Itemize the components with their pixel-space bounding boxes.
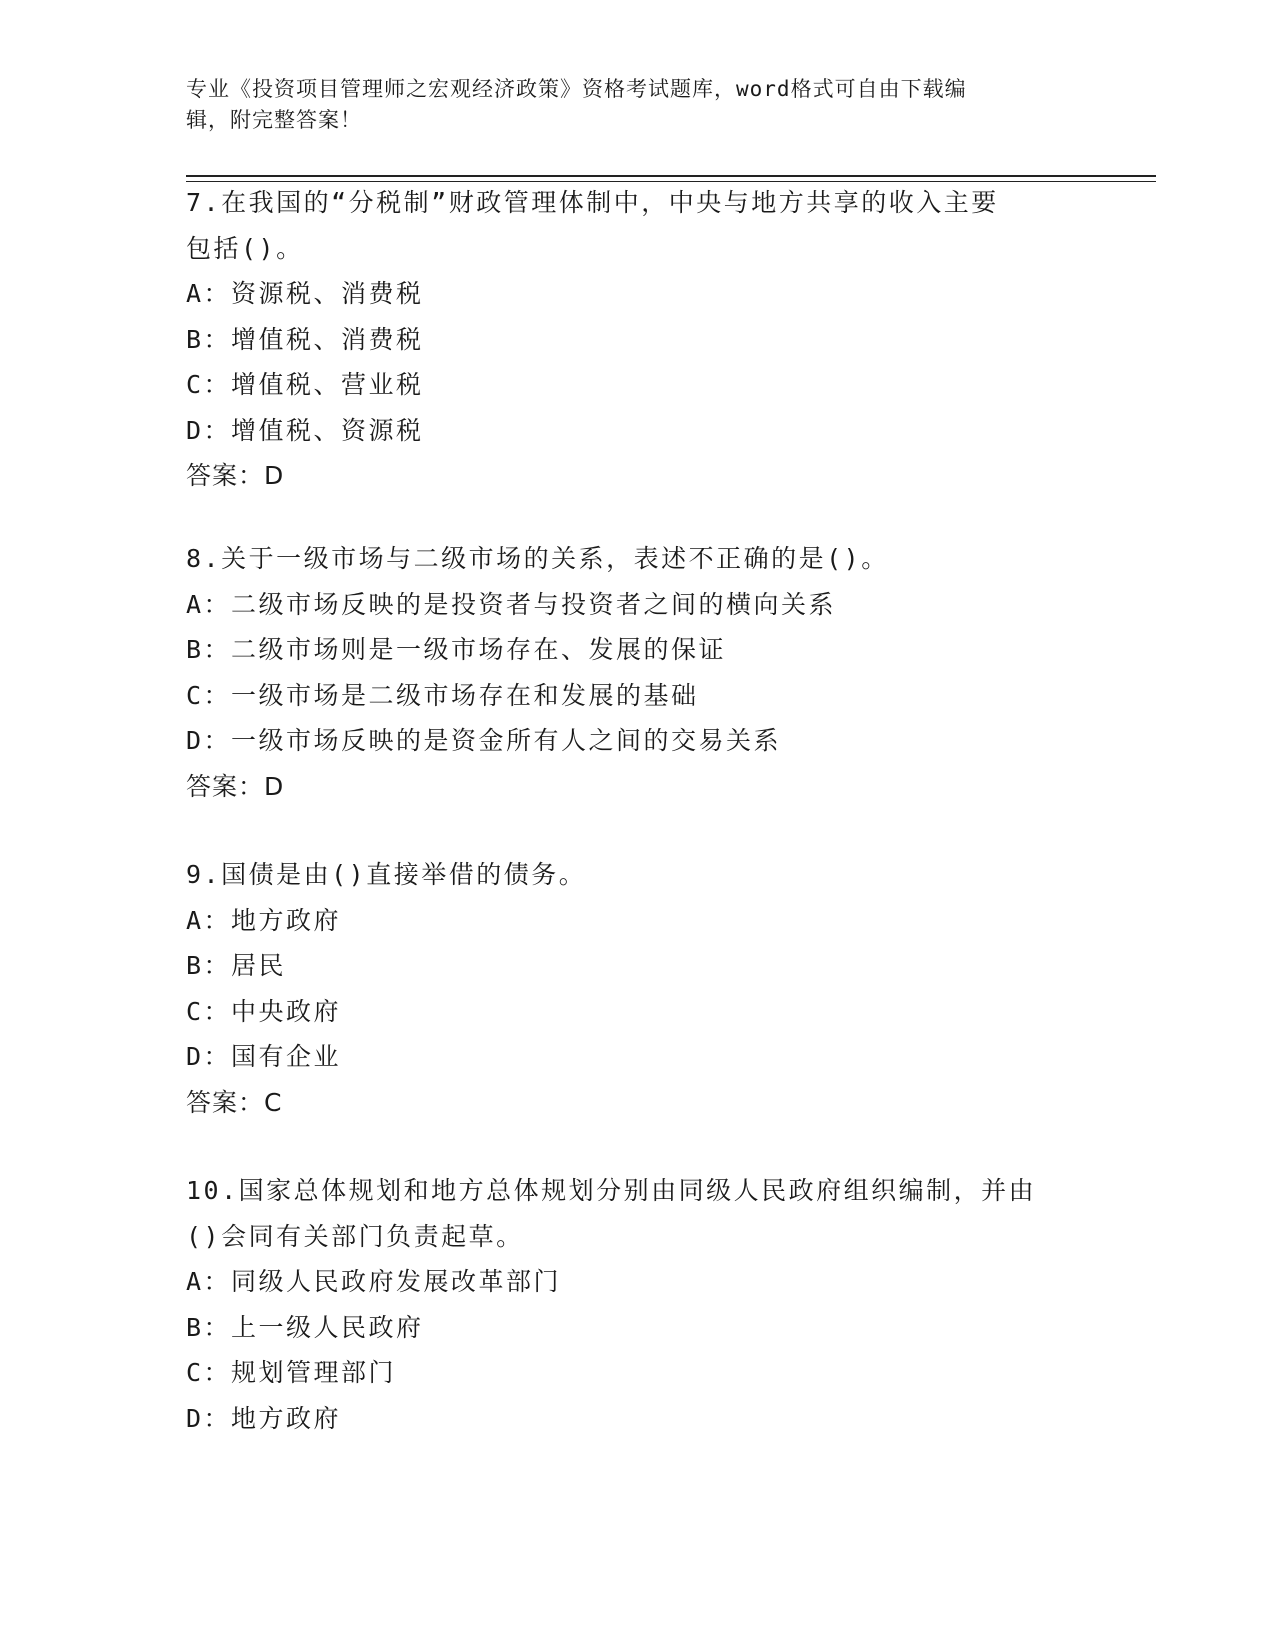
- question-stem: 10.国家总体规划和地方总体规划分别由同级人民政府组织编制，并由: [186, 1176, 1037, 1205]
- question-7: [186, 180, 1066, 499]
- question-10: [186, 1168, 1066, 1441]
- question-stem-continued: 包括()。: [186, 233, 304, 263]
- question-stem-continued: ()会同有关部门负责起草。: [186, 1221, 524, 1251]
- header-line-2: 辑，附完整答案！: [186, 108, 362, 132]
- option-b: B：居民: [186, 951, 287, 980]
- document-header: [186, 74, 1066, 136]
- option-a: A：地方政府: [186, 905, 342, 935]
- question-stem: 7.在我国的“分税制”财政管理体制中，中央与地方共享的收入主要: [186, 188, 999, 217]
- answer: 答案：C: [186, 1087, 283, 1117]
- question-stem: 9.国债是由()直接举借的债务。: [186, 860, 587, 889]
- option-b: B：二级市场则是一级市场存在、发展的保证: [186, 635, 727, 664]
- option-c: C：中央政府: [186, 996, 342, 1026]
- option-c: C：增值税、营业税: [186, 370, 424, 399]
- option-a: A：二级市场反映的是投资者与投资者之间的横向关系: [186, 589, 837, 619]
- option-b: B：上一级人民政府: [186, 1312, 424, 1342]
- answer: 答案：D: [186, 461, 285, 490]
- option-d: D：增值税、资源税: [186, 415, 424, 445]
- option-d: D：地方政府: [186, 1403, 342, 1433]
- answer: 答案：D: [186, 771, 285, 801]
- header-line-1: 专业《投资项目管理师之宏观经济政策》资格考试题库，word格式可自由下载编: [186, 77, 967, 101]
- option-b: B：增值税、消费税: [186, 324, 424, 354]
- header-divider-thick: [186, 175, 1156, 177]
- question-8: [186, 536, 1066, 809]
- option-a: A：资源税、消费税: [186, 279, 424, 308]
- question-stem: 8.关于一级市场与二级市场的关系，表述不正确的是()。: [186, 544, 889, 573]
- question-9: [186, 852, 1066, 1125]
- option-d: D：一级市场反映的是资金所有人之间的交易关系: [186, 726, 782, 755]
- option-a: A：同级人民政府发展改革部门: [186, 1267, 562, 1296]
- option-c: C：一级市场是二级市场存在和发展的基础: [186, 680, 699, 710]
- option-d: D：国有企业: [186, 1042, 342, 1071]
- option-c: C：规划管理部门: [186, 1358, 397, 1387]
